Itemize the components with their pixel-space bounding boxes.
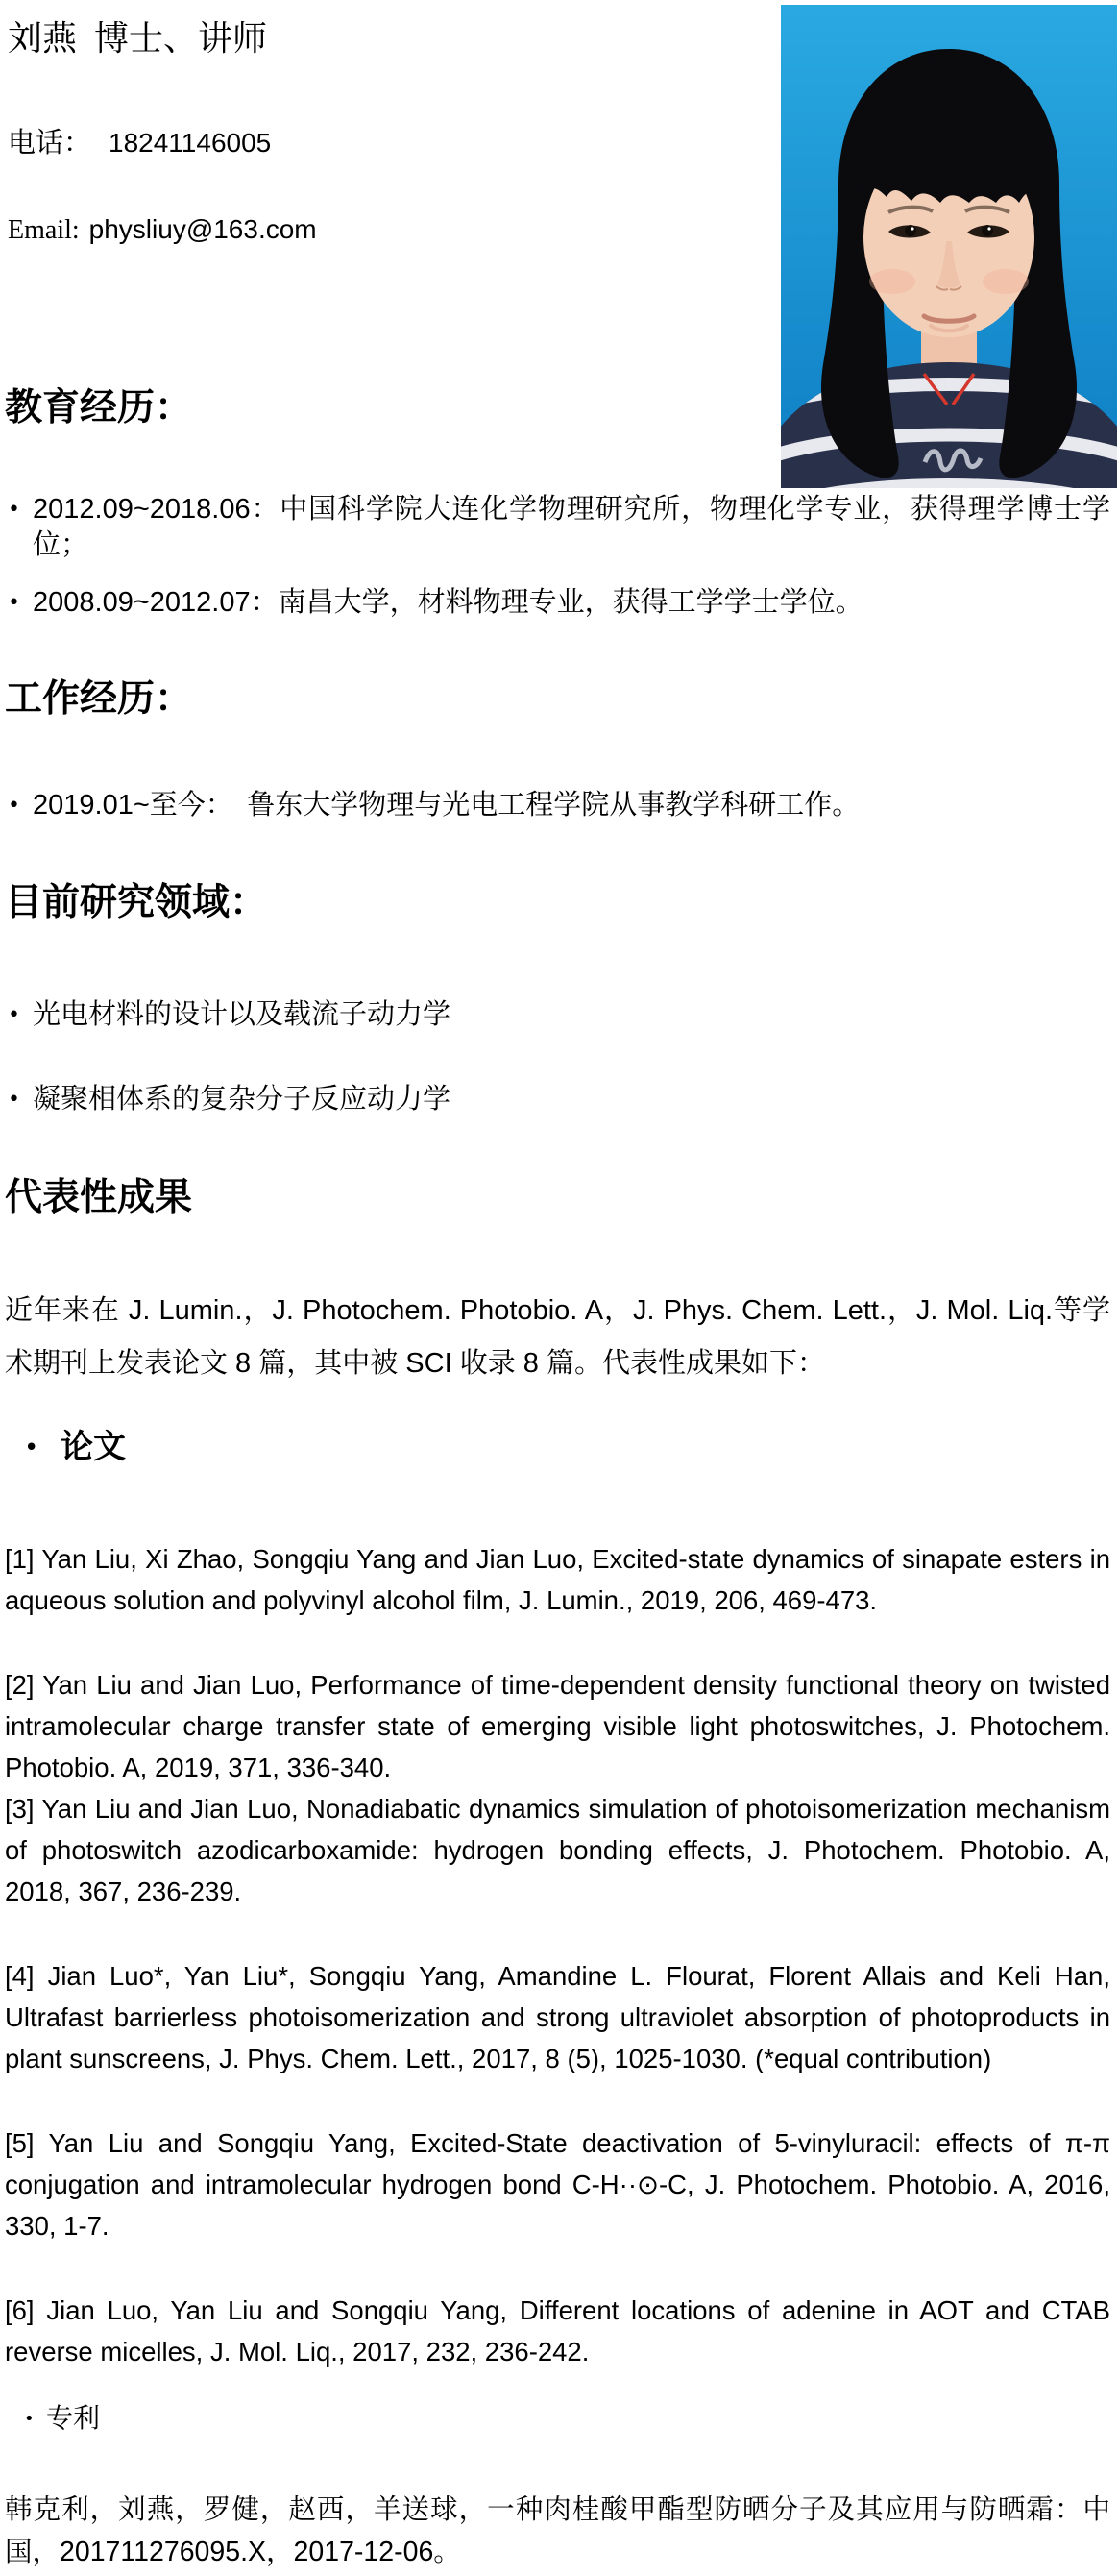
achievements-intro: 近年来在 J. Lumin.，J. Photochem. Photobio. A，J. Phys. Chem. Lett.，J. Mol. Liq.等学术期刊上发表论文 8 篇，其中被 SCI 收录 8 篇。代表性成果如下： bbox=[5, 1295, 1110, 1379]
bullet-icon: • bbox=[24, 1434, 39, 1462]
education-item bbox=[8, 585, 1110, 621]
research-item-text: 凝聚相体系的复杂分子反应动力学 bbox=[33, 1084, 451, 1115]
papers-heading: 论文 bbox=[61, 1430, 126, 1465]
paper-item: [1] Yan Liu, Xi Zhao, Songqiu Yang and Jian Luo, Excited-state dynamics of sinapate esters in aqueous solution and polyvinyl alcohol film, J. Lumin., 2019, 206, 469-473. bbox=[5, 1544, 1110, 1615]
paper-item: [6] Jian Luo, Yan Liu and Songqiu Yang, Different locations of adenine in AOT and CTAB reverse micelles, J. Mol. Liq., 2017, 232, 236-242. bbox=[5, 2295, 1110, 2367]
email-value: physliuy@163.com bbox=[88, 214, 317, 244]
papers-heading-row bbox=[24, 1428, 1108, 1468]
bullet-icon: • bbox=[8, 1088, 20, 1112]
work-item-text: 2019.01~至今： 鲁东大学物理与光电工程学院从事教学科研工作。 bbox=[33, 790, 861, 821]
phone-row bbox=[8, 126, 271, 160]
education-item bbox=[8, 492, 1110, 563]
paper-item: [4] Jian Luo*, Yan Liu*, Songqiu Yang, Amandine L. Flourat, Florent Allais and Keli Han, Ultrafast barrierless photoisomerization and strong ultraviolet absorption of photoproducts in plant sunscreens, J. Phys. Chem. Lett., 2017, 8 (5), 1025-1030. (*equal contribution) bbox=[5, 1961, 1110, 2073]
work-heading: 工作经历： bbox=[5, 678, 193, 720]
email-label: Email: bbox=[8, 215, 80, 245]
research-item bbox=[8, 997, 1110, 1033]
education-heading: 教育经历： bbox=[5, 387, 193, 429]
bullet-icon: • bbox=[8, 498, 20, 522]
research-item-text: 光电材料的设计以及载流子动力学 bbox=[33, 999, 451, 1030]
research-heading: 目前研究领域： bbox=[5, 882, 268, 923]
patents-heading: 专利 bbox=[46, 2404, 101, 2434]
phone-label: 电话： bbox=[8, 128, 92, 159]
phone-value: 18241146005 bbox=[109, 128, 272, 158]
paper-item: [5] Yan Liu and Songqiu Yang, Excited-State deactivation of 5-vinyluracil: effects of π-π conjugation and intramolecular hydrogen bond C-H··⊙-C, J. Photochem. Photobio. A, 2016, 330, 1-7. bbox=[5, 2128, 1110, 2241]
person-name-title: 刘燕 博士、讲师 bbox=[8, 19, 268, 58]
email-row bbox=[8, 212, 317, 248]
achievements-heading: 代表性成果 bbox=[5, 1177, 193, 1218]
bullet-icon: • bbox=[24, 2409, 35, 2429]
education-item-text: 2012.09~2018.06：中国科学院大连化学物理研究所，物理化学专业，获得理学博士学位； bbox=[33, 494, 1110, 560]
paper-item: [2] Yan Liu and Jian Luo, Performance of time-dependent density functional theory on twisted intramolecular charge transfer state of emerging visible light photoswitches, J. Photochem. Photobio. A, 2019, 371, 336-340. bbox=[5, 1670, 1110, 1782]
education-item-text: 2008.09~2012.07：南昌大学，材料物理专业，获得工学学士学位。 bbox=[33, 587, 863, 618]
bullet-icon: • bbox=[8, 591, 20, 615]
bullet-icon: • bbox=[8, 1003, 20, 1027]
patents-heading-row bbox=[24, 2402, 1108, 2437]
research-item bbox=[8, 1082, 1110, 1117]
papers-list bbox=[5, 1538, 1110, 2416]
work-item bbox=[8, 788, 1110, 823]
patent-item: 韩克利，刘燕，罗健，赵西，羊送球，一种肉桂酸甲酯型防晒分子及其应用与防晒霜：中国，201711276095.X，2017-12-06。 bbox=[5, 2494, 1110, 2567]
paper-item: [3] Yan Liu and Jian Luo, Nonadiabatic dynamics simulation of photoisomerization mechanism of photoswitch azodicarboxamide: hydrogen bonding effects, J. Photochem. Photobio. A, 2018, 367, 236-239. bbox=[5, 1794, 1110, 1906]
bullet-icon: • bbox=[8, 794, 20, 818]
